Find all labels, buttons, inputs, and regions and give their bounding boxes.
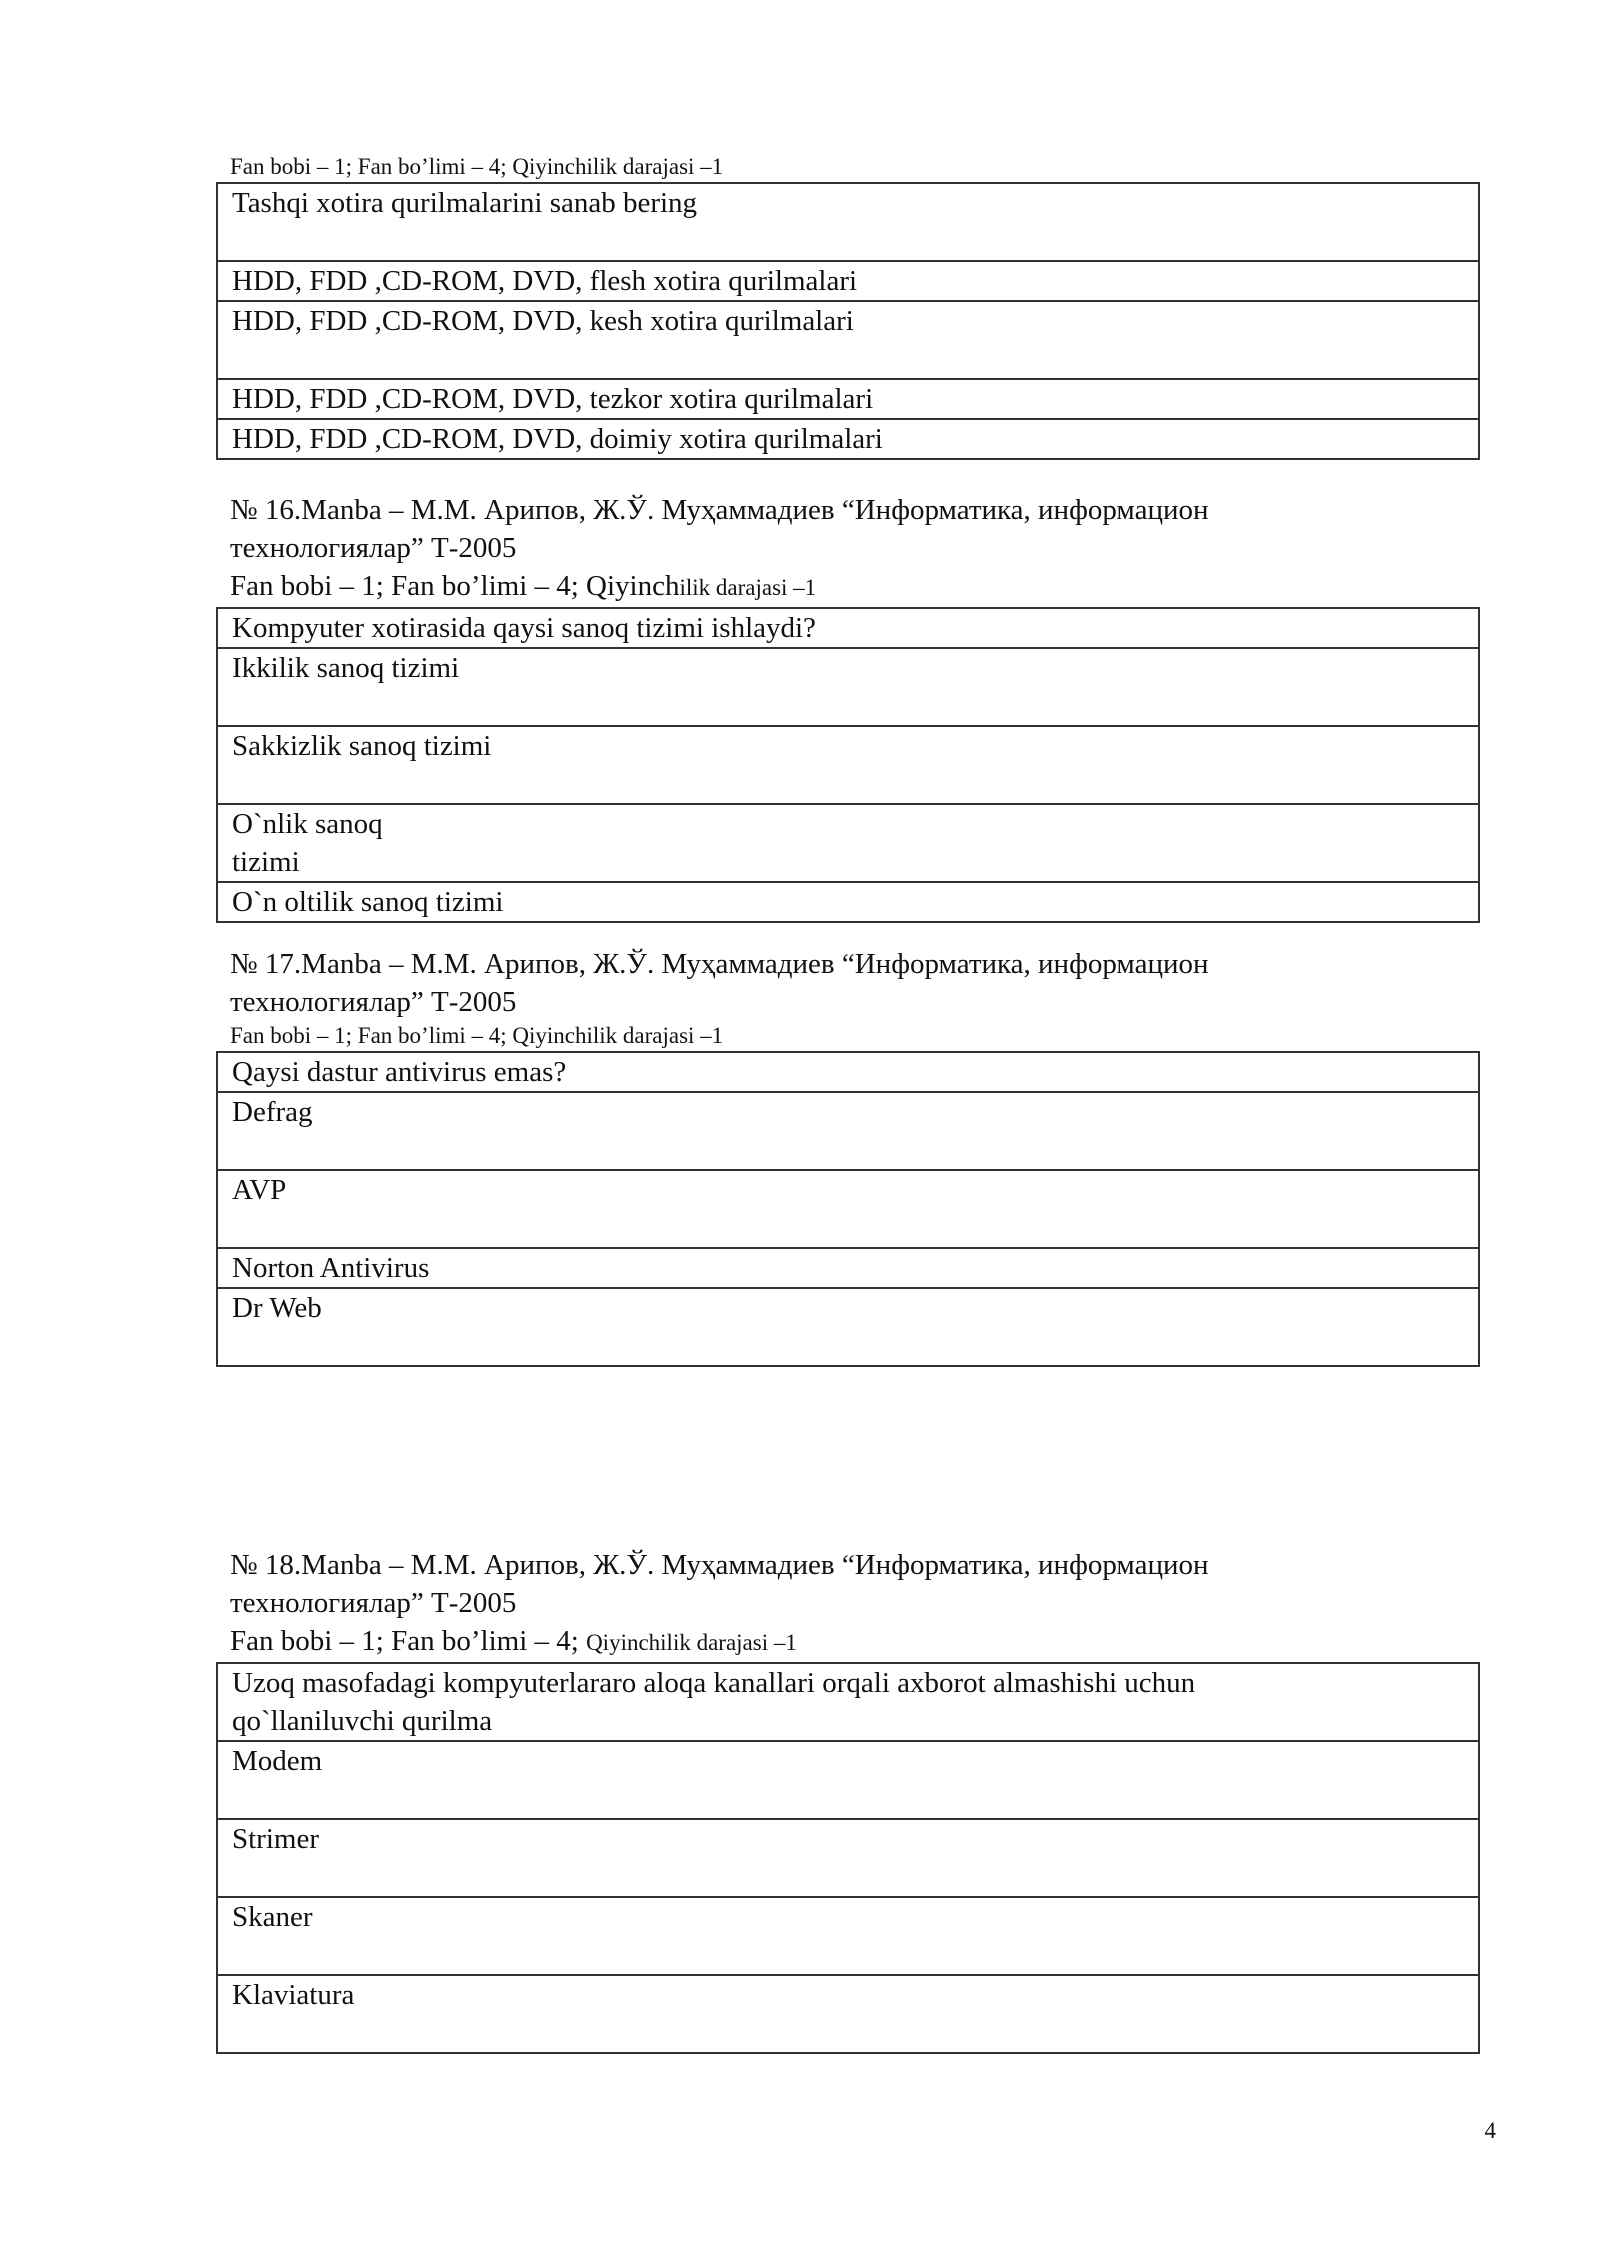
answer-option: Modem	[217, 1741, 1479, 1819]
answer-option: HDD, FDD ,CD-ROM, DVD, tezkor xotira qurilmalari	[217, 379, 1479, 419]
answer-option: Defrag	[217, 1092, 1479, 1170]
question-source: № 16.Manba – M.M. Арипов, Ж.Ў. Муҳаммадиев “Информатика, информацион	[230, 494, 1209, 526]
page-number: 4	[1484, 2118, 1496, 2143]
question-meta-part: Fan bobi – 1; Fan bo’limi – 4;	[230, 1625, 587, 1657]
question-text: Kompyuter xotirasida qaysi sanoq tizimi ishlaydi?	[217, 608, 1479, 648]
question-meta	[216, 1622, 1480, 1662]
answer-line: O`nlik sanoq	[232, 808, 383, 840]
answer-option	[217, 804, 1479, 882]
answer-option: Strimer	[217, 1819, 1479, 1897]
question-meta	[216, 567, 1480, 607]
answer-option: AVP	[217, 1170, 1479, 1248]
question-table	[216, 607, 1480, 923]
question-source: № 17.Manba – M.M. Арипов, Ж.Ў. Муҳаммадиев “Информатика, информацион	[230, 948, 1209, 980]
question-meta-part: Fan bobi – 1; Fan bo’limi – 4; Qiyinch	[230, 570, 680, 602]
question-table	[216, 1051, 1480, 1367]
question-table	[216, 1662, 1480, 2054]
question-line: Uzoq masofadagi kompyuterlararo aloqa kanallari orqali axborot almashishi uchun	[232, 1667, 1196, 1699]
question-meta-part: ilik darajasi –1	[679, 575, 817, 600]
answer-option: Ikkilik sanoq tizimi	[217, 648, 1479, 726]
question-text: Tashqi xotira qurilmalarini sanab bering	[217, 183, 1479, 261]
question-table	[216, 182, 1480, 460]
question-block-16	[216, 491, 1480, 923]
question-meta: Fan bobi – 1; Fan bo’limi – 4; Qiyinchilik darajasi –1	[230, 154, 724, 179]
question-meta-part: Qiyinchilik darajasi –1	[586, 1630, 797, 1655]
answer-option: HDD, FDD ,CD-ROM, DVD, flesh xotira qurilmalari	[217, 261, 1479, 301]
question-block-18	[216, 1546, 1480, 2054]
question-block-17	[216, 945, 1480, 1367]
answer-option: Skaner	[217, 1897, 1479, 1975]
answer-option: Klaviatura	[217, 1975, 1479, 2053]
answer-option: Dr Web	[217, 1288, 1479, 1366]
answer-line: tizimi	[232, 846, 300, 878]
question-source: технологиялар” Т-2005	[230, 1587, 517, 1619]
question-meta: Fan bobi – 1; Fan bo’limi – 4; Qiyinchilik darajasi –1	[230, 1023, 724, 1048]
answer-option: O`n oltilik sanoq tizimi	[217, 882, 1479, 922]
question-block-15	[216, 152, 1480, 460]
answer-option: Sakkizlik sanoq tizimi	[217, 726, 1479, 804]
answer-option: HDD, FDD ,CD-ROM, DVD, kesh xotira qurilmalari	[217, 301, 1479, 379]
answer-option: HDD, FDD ,CD-ROM, DVD, doimiy xotira qurilmalari	[217, 419, 1479, 459]
question-text	[217, 1663, 1479, 1741]
question-line: qo`llaniluvchi qurilma	[232, 1705, 493, 1737]
question-source: технологиялар” Т-2005	[230, 986, 517, 1018]
answer-option: Norton Antivirus	[217, 1248, 1479, 1288]
question-source: № 18.Manba – M.M. Арипов, Ж.Ў. Муҳаммадиев “Информатика, информацион	[230, 1549, 1209, 1581]
question-text: Qaysi dastur antivirus emas?	[217, 1052, 1479, 1092]
question-source: технологиялар” Т-2005	[230, 532, 517, 564]
